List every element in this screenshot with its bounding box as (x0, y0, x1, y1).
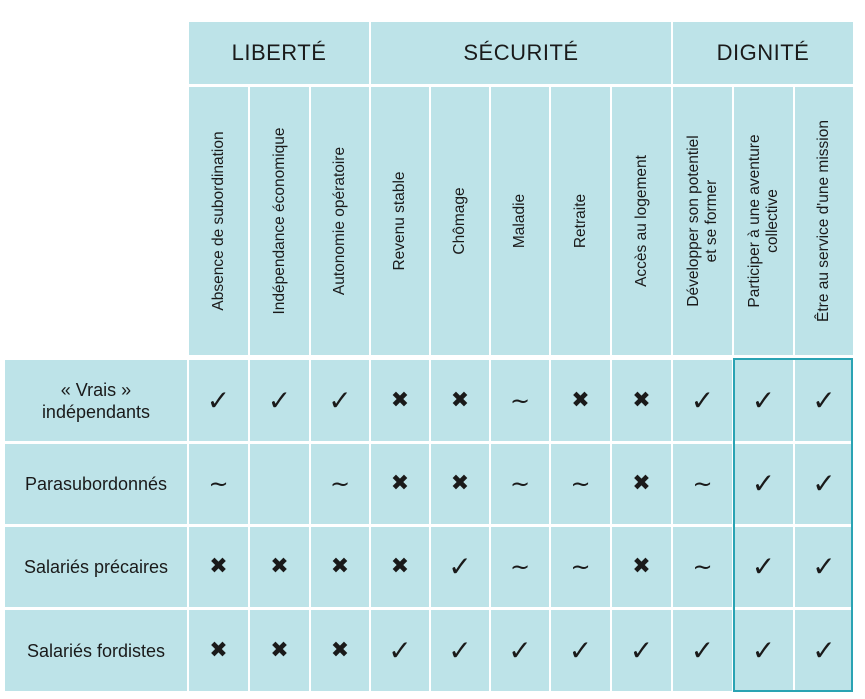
table-cell (734, 610, 793, 691)
table-cell (612, 527, 671, 607)
check-mark-icon: ✓ (267, 383, 292, 417)
table-cell (551, 610, 610, 691)
tilde-mark-icon: ~ (692, 553, 713, 581)
tilde-mark-icon: ~ (208, 470, 229, 498)
cross-mark-icon: ✖ (390, 387, 410, 413)
table-cell (491, 527, 549, 607)
check-mark-icon: ✓ (751, 383, 776, 417)
cross-mark-icon: ✖ (632, 471, 651, 496)
column-header-label: Revenu stable (391, 171, 408, 271)
check-mark-icon: ✓ (812, 383, 836, 417)
cross-mark-icon: ✖ (632, 554, 651, 579)
check-mark-icon: ✓ (206, 383, 231, 417)
table-cell (734, 444, 793, 524)
column-header-label: Chômage (451, 187, 468, 255)
check-mark-icon: ✓ (328, 383, 352, 417)
table-cell (673, 444, 732, 524)
group-header-0: LIBERTÉ (189, 22, 369, 84)
table-cell (371, 610, 429, 691)
tilde-mark-icon: ~ (570, 470, 591, 498)
table-cell (795, 444, 853, 524)
table-cell (491, 610, 549, 691)
column-header-label: Être au service d'une mission (815, 120, 832, 322)
table-cell (612, 610, 671, 691)
table-cell (551, 527, 610, 607)
tilde-mark-icon: ~ (329, 470, 351, 498)
column-header (734, 87, 793, 355)
table-cell (431, 610, 489, 691)
table-cell (189, 610, 248, 691)
cross-mark-icon: ✖ (450, 387, 470, 413)
table-cell (371, 527, 429, 607)
table-cell (734, 527, 793, 607)
row-label: Parasubordonnés (5, 444, 187, 524)
check-mark-icon: ✓ (812, 633, 836, 667)
table-cell (189, 360, 248, 441)
table-cell (189, 527, 248, 607)
check-mark-icon: ✓ (812, 550, 836, 583)
table-cell (491, 444, 549, 524)
check-mark-icon: ✓ (812, 467, 836, 500)
column-header (311, 87, 369, 355)
cross-mark-icon: ✖ (209, 637, 228, 663)
check-mark-icon: ✓ (751, 633, 776, 667)
cross-mark-icon: ✖ (270, 637, 289, 663)
column-header-label: Maladie (511, 193, 528, 249)
column-header (371, 87, 429, 355)
table-cell (311, 360, 369, 441)
group-header-2: DIGNITÉ (673, 22, 853, 84)
table-cell (795, 527, 853, 607)
table-cell (431, 360, 489, 441)
cross-mark-icon: ✖ (450, 471, 470, 496)
row-label: Salariés précaires (5, 527, 187, 607)
cross-mark-icon: ✖ (632, 387, 651, 413)
check-mark-icon: ✓ (508, 633, 532, 667)
table-cell (431, 444, 489, 524)
column-header-label: Retraite (571, 193, 589, 249)
tilde-mark-icon: ~ (509, 386, 531, 415)
group-header-1: SÉCURITÉ (371, 22, 671, 84)
table-cell (250, 360, 309, 441)
column-header-label: Indépendance économique (270, 127, 288, 315)
cross-mark-icon: ✖ (270, 554, 289, 579)
table-cell (673, 610, 732, 691)
table-cell (673, 527, 732, 607)
tilde-mark-icon: ~ (570, 553, 591, 581)
check-mark-icon: ✓ (751, 467, 776, 500)
tilde-mark-icon: ~ (509, 470, 531, 498)
row-label: « Vrais » indépendants (5, 360, 187, 441)
cross-mark-icon: ✖ (390, 554, 410, 579)
cross-mark-icon: ✖ (390, 471, 410, 496)
column-header (551, 87, 610, 355)
table-cell (311, 610, 369, 691)
column-header (250, 87, 309, 355)
check-mark-icon: ✓ (568, 633, 593, 667)
table-cell (250, 527, 309, 607)
table-cell (371, 360, 429, 441)
column-header-label: Développer son potentiel et se former (684, 135, 720, 307)
column-header (612, 87, 671, 355)
table-cell (189, 444, 248, 524)
column-header (431, 87, 489, 355)
check-mark-icon: ✓ (751, 550, 776, 583)
table-cell (551, 360, 610, 441)
column-header-label: Accès au logement (632, 155, 650, 287)
column-header-label: Autonomie opératoire (331, 146, 348, 296)
tilde-mark-icon: ~ (692, 470, 713, 498)
tilde-mark-icon: ~ (509, 553, 531, 581)
column-header-label: Participer à une aventure collective (745, 134, 781, 308)
table-cell (612, 360, 671, 441)
table-cell (551, 444, 610, 524)
table-cell (795, 360, 853, 441)
column-header (189, 87, 248, 355)
cross-mark-icon: ✖ (330, 554, 350, 579)
table-cell (311, 527, 369, 607)
check-mark-icon: ✓ (690, 383, 715, 417)
table-cell (250, 610, 309, 691)
table-cell (673, 360, 732, 441)
table-cell (734, 360, 793, 441)
table-cell (250, 444, 309, 524)
column-header (673, 87, 732, 355)
cross-mark-icon: ✖ (209, 554, 228, 579)
table-cell (311, 444, 369, 524)
column-header-label: Absence de subordination (209, 131, 227, 311)
check-mark-icon: ✓ (448, 550, 472, 583)
table-cell (612, 444, 671, 524)
table-cell (795, 610, 853, 691)
column-header (491, 87, 549, 355)
table-cell (431, 527, 489, 607)
column-header (795, 87, 853, 355)
check-mark-icon: ✓ (388, 633, 412, 667)
check-mark-icon: ✓ (629, 633, 654, 667)
cross-mark-icon: ✖ (330, 637, 350, 663)
row-label: Salariés fordistes (5, 610, 187, 691)
cross-mark-icon: ✖ (571, 387, 590, 413)
table-cell (371, 444, 429, 524)
check-mark-icon: ✓ (690, 633, 715, 667)
check-mark-icon: ✓ (448, 633, 472, 667)
table-cell (491, 360, 549, 441)
